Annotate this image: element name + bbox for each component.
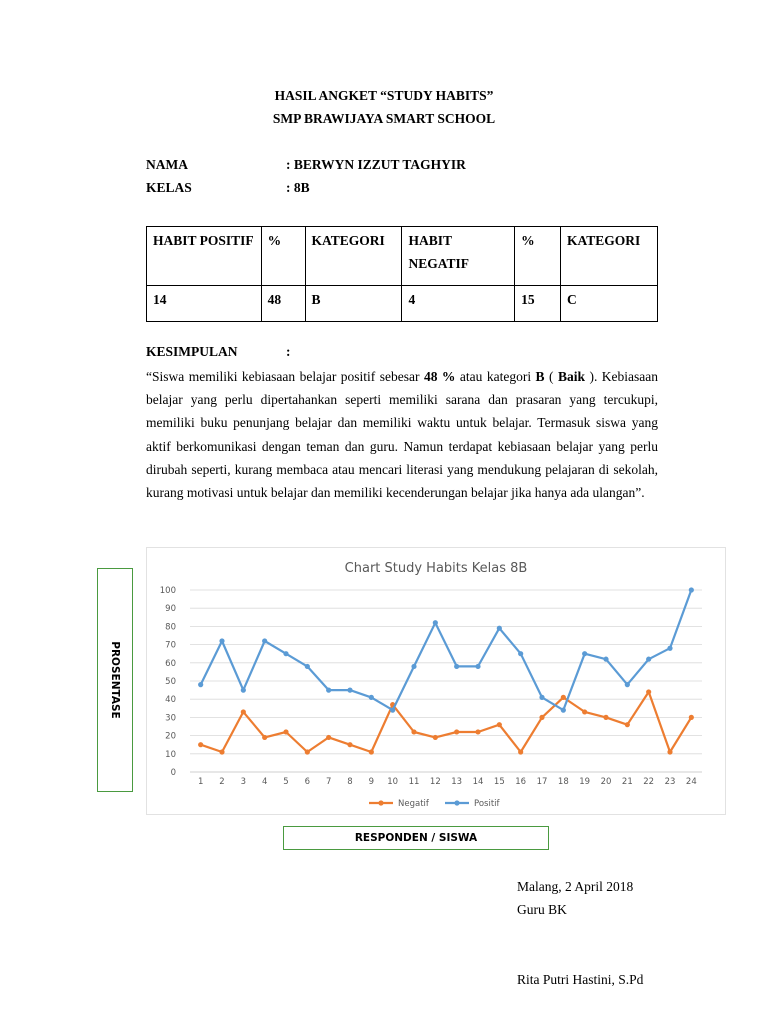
data-point-negatif <box>497 722 502 727</box>
study-habits-chart <box>146 547 726 815</box>
y-tick-label: 30 <box>165 713 176 724</box>
data-point-positif <box>411 664 416 669</box>
x-tick-label: 7 <box>325 777 332 787</box>
x-tick-label: 20 <box>600 777 612 787</box>
data-point-negatif <box>198 742 203 747</box>
data-point-positif <box>433 620 438 625</box>
conclusion-category: B <box>535 369 545 384</box>
conclusion-text-1: “Siswa memiliki kebiasaan belajar positif sebesar <box>146 369 424 384</box>
conclusion-text-4: ). Kebiasaan belajar yang perlu dipertahankan seperti memiliki sarana dan prasaran yang tercukupi, memiliki buku penunjang belajar dan memiliki waktu untuk belajar. Termasuk siswa yang aktif berkomunikasi dengan teman dan guru. Namun terdapat kebiasaan belajar yang perlu dirubah seperti, kurang membaca atau mencari literasi yang mendukung pelajaran di sekolah, kurang motivasi untuk belajar dan memiliki kecenderungan belajar jika hanya ada ulangan”. <box>146 369 659 501</box>
x-tick-label: 22 <box>643 777 655 787</box>
header-kategori-positif: KATEGORI <box>305 227 402 286</box>
y-tick-label: 20 <box>165 731 176 742</box>
data-point-negatif <box>561 695 566 700</box>
x-tick-label: 12 <box>429 777 441 787</box>
name-value: : BERWYN IZZUT TAGHYIR <box>286 157 466 172</box>
data-point-positif <box>667 646 672 651</box>
chart-svg <box>147 548 725 814</box>
y-tick-label: 10 <box>165 749 176 760</box>
document-title: HASIL ANGKET “STUDY HABITS” <box>274 88 494 103</box>
x-tick-label: 17 <box>536 777 548 787</box>
data-point-negatif <box>347 742 352 747</box>
conclusion-heading <box>146 344 291 360</box>
name-label: NAMA <box>146 157 188 172</box>
conclusion-label: KESIMPULAN <box>146 344 238 359</box>
conclusion-percent: 48 % <box>423 369 456 384</box>
data-point-positif <box>582 651 587 656</box>
data-point-positif <box>475 664 480 669</box>
conclusion-category-word: Baik <box>557 369 585 384</box>
x-tick-label: 16 <box>515 777 527 787</box>
data-point-negatif <box>603 715 608 720</box>
signature-name: Rita Putri Hastini, S.Pd <box>517 972 644 987</box>
data-point-negatif <box>411 729 416 734</box>
data-point-negatif <box>433 735 438 740</box>
data-point-positif <box>198 682 203 687</box>
data-point-negatif <box>262 735 267 740</box>
data-point-negatif <box>475 729 480 734</box>
school-name: SMP BRAWIJAYA SMART SCHOOL <box>272 111 496 126</box>
data-point-positif <box>369 695 374 700</box>
data-point-negatif <box>625 722 630 727</box>
class-label: KELAS <box>146 180 192 195</box>
data-point-positif <box>646 657 651 662</box>
x-tick-label: 19 <box>579 777 591 787</box>
x-tick-label: 23 <box>664 777 676 787</box>
x-axis-label-box <box>283 826 549 850</box>
y-axis-label: PROSENTASE <box>109 641 121 719</box>
data-point-negatif <box>689 715 694 720</box>
data-point-negatif <box>582 709 587 714</box>
data-point-negatif <box>667 749 672 754</box>
x-tick-label: 5 <box>283 777 289 787</box>
conclusion-colon: : <box>286 344 291 359</box>
data-point-positif <box>326 688 331 693</box>
series-line-negatif <box>201 692 692 752</box>
x-tick-label: 2 <box>219 777 225 787</box>
header-kategori-negatif: KATEGORI <box>561 227 658 286</box>
x-tick-label: 4 <box>261 777 268 787</box>
data-point-positif <box>454 664 459 669</box>
value-habit-negatif: 4 <box>402 286 515 322</box>
x-tick-label: 8 <box>347 777 353 787</box>
class-value: : 8B <box>286 180 310 195</box>
table-row <box>147 286 658 322</box>
legend-label-negatif: Negatif <box>398 799 429 809</box>
data-point-negatif <box>369 749 374 754</box>
x-tick-label: 3 <box>240 777 247 787</box>
y-tick-label: 70 <box>165 640 176 651</box>
header-habit-negatif: HABIT NEGATIF <box>402 227 515 286</box>
data-point-positif <box>262 638 267 643</box>
data-point-negatif <box>539 715 544 720</box>
x-tick-label: 9 <box>368 777 375 787</box>
x-tick-label: 14 <box>472 777 484 787</box>
x-tick-label: 11 <box>408 777 420 787</box>
legend-label-positif: Positif <box>474 799 500 809</box>
data-point-negatif <box>283 729 288 734</box>
data-point-positif <box>518 651 523 656</box>
data-point-positif <box>305 664 310 669</box>
y-tick-label: 0 <box>170 768 176 778</box>
x-tick-label: 1 <box>197 777 204 787</box>
x-axis-label: RESPONDEN / SISWA <box>354 832 478 844</box>
x-tick-label: 18 <box>557 777 569 787</box>
y-axis-label-box <box>97 568 133 792</box>
x-tick-label: 21 <box>621 777 633 787</box>
data-point-negatif <box>219 749 224 754</box>
x-tick-label: 15 <box>493 777 505 787</box>
data-point-negatif <box>241 709 246 714</box>
y-tick-label: 90 <box>165 604 176 615</box>
conclusion-text-3: ( <box>544 369 558 384</box>
x-tick-label: 24 <box>685 777 697 787</box>
value-kategori-negatif: C <box>561 286 658 322</box>
value-kategori-positif: B <box>305 286 402 322</box>
y-tick-label: 40 <box>165 695 176 706</box>
data-point-positif <box>689 587 694 592</box>
data-point-positif <box>219 638 224 643</box>
data-point-positif <box>561 708 566 713</box>
data-point-positif <box>347 688 352 693</box>
table-header-row <box>147 227 658 286</box>
y-tick-label: 100 <box>159 586 176 596</box>
data-point-positif <box>390 708 395 713</box>
data-point-positif <box>241 688 246 693</box>
conclusion-paragraph <box>146 365 658 504</box>
header-habit-positif: HABIT POSITIF <box>147 227 262 286</box>
header-percent-positif: % <box>261 227 305 286</box>
data-point-positif <box>497 626 502 631</box>
x-tick-label: 6 <box>304 777 311 787</box>
value-percent-negatif: 15 <box>515 286 561 322</box>
value-habit-positif: 14 <box>147 286 262 322</box>
conclusion-text-2: atau kategori <box>455 369 536 384</box>
legend-marker-negatif <box>378 800 383 805</box>
data-point-positif <box>625 682 630 687</box>
signature-role: Guru BK <box>517 902 567 917</box>
y-tick-label: 60 <box>165 658 176 669</box>
data-point-negatif <box>454 729 459 734</box>
value-percent-positif: 48 <box>261 286 305 322</box>
data-point-negatif <box>518 749 523 754</box>
x-tick-label: 13 <box>451 777 463 787</box>
data-point-negatif <box>305 749 310 754</box>
data-point-positif <box>539 695 544 700</box>
signature-place-date: Malang, 2 April 2018 <box>517 879 634 894</box>
data-point-positif <box>603 657 608 662</box>
x-tick-label: 10 <box>387 777 399 787</box>
y-tick-label: 80 <box>165 622 176 633</box>
chart-title: Chart Study Habits Kelas 8B <box>344 561 528 576</box>
data-point-positif <box>283 651 288 656</box>
legend-marker-positif <box>454 800 459 805</box>
y-tick-label: 50 <box>165 677 176 687</box>
data-point-negatif <box>326 735 331 740</box>
header-percent-negatif: % <box>515 227 561 286</box>
habits-table <box>146 226 658 322</box>
data-point-negatif <box>646 689 651 694</box>
